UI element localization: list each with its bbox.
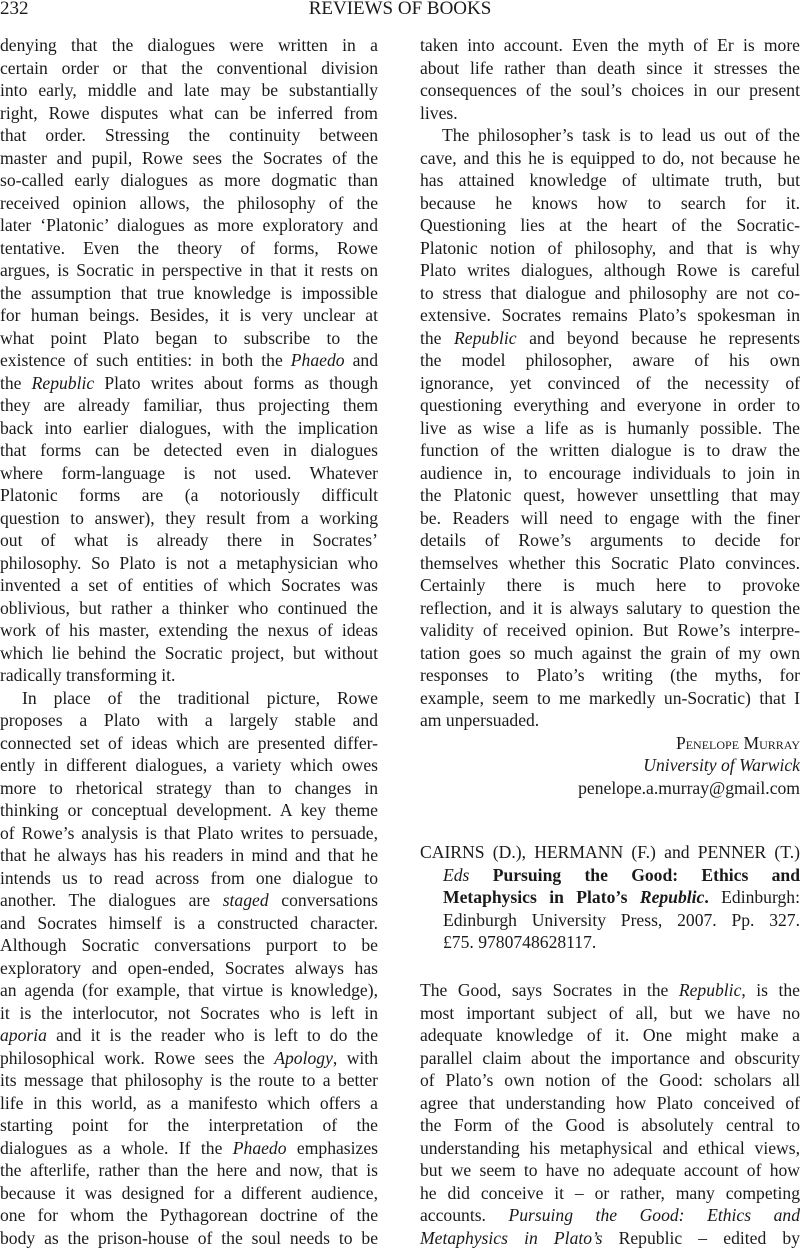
text-line: consequences of the soul’s choices in our present: [420, 79, 800, 102]
text-line: oblivious, but rather a thinker who continued the: [0, 597, 378, 620]
text-line: the Platonic quest, however unsettling that may: [420, 484, 800, 507]
text-line: [420, 327, 800, 350]
text-line: extensive. Socrates remains Plato’s spokesman in: [420, 304, 800, 327]
emphasis-text: Phaedo: [233, 1138, 287, 1158]
text-line: its message that philosophy is the route to a better: [0, 1069, 378, 1092]
text-line: that he always has his readers in mind and that he: [0, 844, 378, 867]
text-line: because it was designed for a different audience,: [0, 1182, 378, 1205]
paragraph: [420, 34, 800, 124]
page-number: 232: [0, 0, 29, 20]
text-line: Platonic forms are (a notoriously difficult: [0, 484, 378, 507]
text-line: invented a set of entities of which Socrates was: [0, 574, 378, 597]
text-line: thinking or conceptual development. A key theme: [0, 799, 378, 822]
text-segment: Republic – edited by: [602, 1228, 800, 1248]
paragraph: [0, 687, 378, 1249]
emphasis-text: Pursuing the Good: Ethics and: [509, 1205, 800, 1225]
text-line: question to answer), they result from a working: [0, 507, 378, 530]
citation-line: Edinburgh University Press, 2007. Pp. 327.: [420, 909, 800, 932]
text-segment: accounts.: [420, 1205, 509, 1225]
citation-line: [420, 886, 800, 909]
text-line: agree that understanding how Plato conceived of: [420, 1092, 800, 1115]
text-line: back into earlier dialogues, with the implication: [0, 417, 378, 440]
text-segment: dialogues as a whole. If the: [0, 1138, 233, 1158]
text-line: Although Socratic conversations purport to be: [0, 934, 378, 957]
text-line: function of the written dialogue is to draw the: [420, 439, 800, 462]
text-line: tentative. Even the theory of forms, Rowe: [0, 237, 378, 260]
text-line: Plato writes dialogues, although Rowe is careful: [420, 259, 800, 282]
text-line: starting point for the interpretation of the: [0, 1114, 378, 1137]
emphasis-text: Phaedo: [291, 350, 345, 370]
paragraph: [0, 34, 378, 687]
text-line: master and pupil, Rowe sees the Socrates of the: [0, 147, 378, 170]
text-segment: Edinburgh:: [709, 887, 800, 907]
text-line: that forms can be detected even in dialogues: [0, 439, 378, 462]
text-line: one for whom the Pythagorean doctrine of the: [0, 1204, 378, 1227]
text-line: about life rather than death since it stresses the: [420, 57, 800, 80]
text-line: has attained knowledge of ultimate truth, but: [420, 169, 800, 192]
text-line: the afterlife, rather than the here and now, that is: [0, 1159, 378, 1182]
text-line: most important subject of all, but we have no: [420, 1002, 800, 1025]
text-segment: , with: [333, 1048, 378, 1068]
citation-line: CAIRNS (D.), HERMANN (F.) and PENNER (T.): [420, 841, 800, 864]
text-line: Platonic notion of philosophy, and that is why: [420, 237, 800, 260]
text-line: The philosopher’s task is to lead us out of the: [420, 124, 800, 147]
text-line: of Rowe’s analysis is that Plato writes to persuade,: [0, 822, 378, 845]
text-line: tation goes so much against the grain of my own: [420, 642, 800, 665]
text-line: adequate knowledge of it. One might make a: [420, 1024, 800, 1047]
review-body: [420, 979, 800, 1249]
text-line: validity of received opinion. But Rowe’s interpre-: [420, 619, 800, 642]
text-line: lives.: [420, 102, 800, 125]
text-line: certain order or that the conventional division: [0, 57, 378, 80]
text-line: In place of the traditional picture, Rowe: [0, 687, 378, 710]
text-line: argues, is Socratic in perspective in that it rests on: [0, 259, 378, 282]
text-line: example, seem to me markedly un-Socratic) that I: [420, 687, 800, 710]
text-line: [420, 979, 800, 1002]
emphasis-text: Republic: [640, 887, 705, 907]
text-line: understanding his metaphysical and ethical views,: [420, 1137, 800, 1160]
emphasis-text: Republic: [679, 980, 742, 1000]
text-segment: and it is the reader who is left to do the: [47, 1025, 378, 1045]
text-line: live as wise a life as is humanly possible. The: [420, 417, 800, 440]
right-column: [420, 34, 800, 799]
text-line: [0, 349, 378, 372]
emphasis-text: Pursuing the Good: Ethics and: [493, 865, 800, 885]
citation-line: £75. 9780748628117.: [420, 931, 800, 954]
text-line: for human beings. Besides, it is very unclear at: [0, 304, 378, 327]
text-line: received opinion allows, the philosophy of the: [0, 192, 378, 215]
text-line: later ‘Platonic’ dialogues as more exploratory and: [0, 214, 378, 237]
emphasis-text: Metaphysics in Plato’s: [443, 887, 640, 907]
citation-line: [420, 864, 800, 887]
text-segment: conversations: [269, 890, 378, 910]
text-line: he did conceive it – or rather, many competing: [420, 1182, 800, 1205]
text-line: [0, 372, 378, 395]
left-column: [0, 34, 378, 1249]
text-segment: The Good, says Socrates in the: [420, 980, 679, 1000]
text-line: be. Readers will need to engage with the finer: [420, 507, 800, 530]
text-line: an agenda (for example, that virtue is knowledge),: [0, 979, 378, 1002]
text-line: am unpersuaded.: [420, 709, 800, 732]
text-line: audience in, to encourage individuals to join in: [420, 462, 800, 485]
text-line: philosophy. So Plato is not a metaphysician who: [0, 552, 378, 575]
paragraph: [420, 979, 800, 1249]
text-line: what point Plato began to subscribe to the: [0, 327, 378, 350]
text-line: they are already familiar, thus projecting them: [0, 394, 378, 417]
text-line: radically transforming it.: [0, 664, 378, 687]
text-line: the Form of the Good is absolutely central to: [420, 1114, 800, 1137]
text-segment: existence of such entities: in both the: [0, 350, 291, 370]
text-line: [0, 889, 378, 912]
review-conclusion: [420, 34, 800, 732]
text-line: ently in different dialogues, a variety which owes: [0, 754, 378, 777]
emphasis-text: Eds: [443, 865, 469, 885]
book-citation: [420, 841, 800, 954]
text-line: the assumption that true knowledge is impossible: [0, 282, 378, 305]
text-segment: emphasizes: [287, 1138, 378, 1158]
text-line: work of his master, extending the nexus of ideas: [0, 619, 378, 642]
emphasis-text: Republic: [32, 373, 95, 393]
text-line: the model philosopher, aware of his own: [420, 349, 800, 372]
emphasis-text: Metaphysics in Plato’s: [420, 1228, 602, 1248]
text-line: reflection, and it is always salutary to question the: [420, 597, 800, 620]
text-line: ignorance, yet convinced of the necessity of: [420, 372, 800, 395]
emphasis-text: staged: [223, 890, 269, 910]
text-line: questioning everything and everyone in order to: [420, 394, 800, 417]
text-line: [420, 1204, 800, 1227]
text-line: to stress that dialogue and philosophy are not co-: [420, 282, 800, 305]
text-segment: philosophical work. Rowe sees the: [0, 1048, 274, 1068]
text-line: out of what is already there in Socrates’: [0, 529, 378, 552]
text-line: taken into account. Even the myth of Er is more: [420, 34, 800, 57]
text-line: [420, 1227, 800, 1249]
text-segment: , is the: [741, 980, 800, 1000]
text-line: details of Rowe’s arguments to decide for: [420, 529, 800, 552]
text-line: exploratory and open-ended, Socrates always has: [0, 957, 378, 980]
text-line: [0, 1137, 378, 1160]
text-segment: the: [0, 373, 32, 393]
running-title: REVIEWS OF BOOKS: [0, 0, 800, 20]
text-line: parallel claim about the importance and obscurity: [420, 1047, 800, 1070]
text-line: because he knows how to search for it.: [420, 192, 800, 215]
paragraph: [420, 124, 800, 732]
reviewer-name: Penelope Murray: [420, 732, 800, 755]
text-line: so-called early dialogues as more dogmatic than: [0, 169, 378, 192]
text-line: connected set of ideas which are presented differ-: [0, 732, 378, 755]
text-line: Certainly there is much here to provoke: [420, 574, 800, 597]
text-line: that order. Stressing the continuity between: [0, 124, 378, 147]
text-segment: Plato writes about forms as though: [94, 373, 378, 393]
text-segment: and: [345, 350, 378, 370]
text-line: which lie behind the Socratic project, but without: [0, 642, 378, 665]
text-line: into early, middle and late may be substantially: [0, 79, 378, 102]
emphasis-text: Republic: [454, 328, 517, 348]
text-line: where form-language is not used. Whatever: [0, 462, 378, 485]
emphasis-text: aporia: [0, 1025, 47, 1045]
text-line: responses to Plato’s writing (the myths, for: [420, 664, 800, 687]
text-line: [0, 1047, 378, 1070]
text-line: and Socrates himself is a constructed character.: [0, 912, 378, 935]
text-segment: [469, 865, 492, 885]
text-line: themselves whether this Socratic Plato convinces.: [420, 552, 800, 575]
text-line: life in this world, as a manifesto which offers a: [0, 1092, 378, 1115]
text-line: denying that the dialogues were written in a: [0, 34, 378, 57]
text-line: body as the prison-house of the soul needs to be: [0, 1227, 378, 1249]
reviewer-affiliation: University of Warwick: [420, 754, 800, 777]
text-line: cave, and this he is equipped to do, not because he: [420, 147, 800, 170]
text-segment: and beyond because he represents: [517, 328, 800, 348]
text-segment: the: [420, 328, 454, 348]
emphasis-text: .: [704, 887, 708, 907]
text-line: right, Rowe disputes what can be inferred from: [0, 102, 378, 125]
text-line: intends us to read across from one dialogue to: [0, 867, 378, 890]
text-line: of Plato’s own notion of the Good: scholars all: [420, 1069, 800, 1092]
text-line: more to rhetorical strategy than to changes in: [0, 777, 378, 800]
emphasis-text: Apology: [274, 1048, 333, 1068]
text-line: proposes a Plato with a largely stable and: [0, 709, 378, 732]
text-line: Questioning lies at the heart of the Socratic-: [420, 214, 800, 237]
text-line: [0, 1024, 378, 1047]
text-line: it is the interlocutor, not Socrates who is left in: [0, 1002, 378, 1025]
text-line: but we seem to have no adequate account of how: [420, 1159, 800, 1182]
reviewer-email[interactable]: penelope.a.murray@gmail.com: [420, 777, 800, 800]
text-segment: another. The dialogues are: [0, 890, 223, 910]
